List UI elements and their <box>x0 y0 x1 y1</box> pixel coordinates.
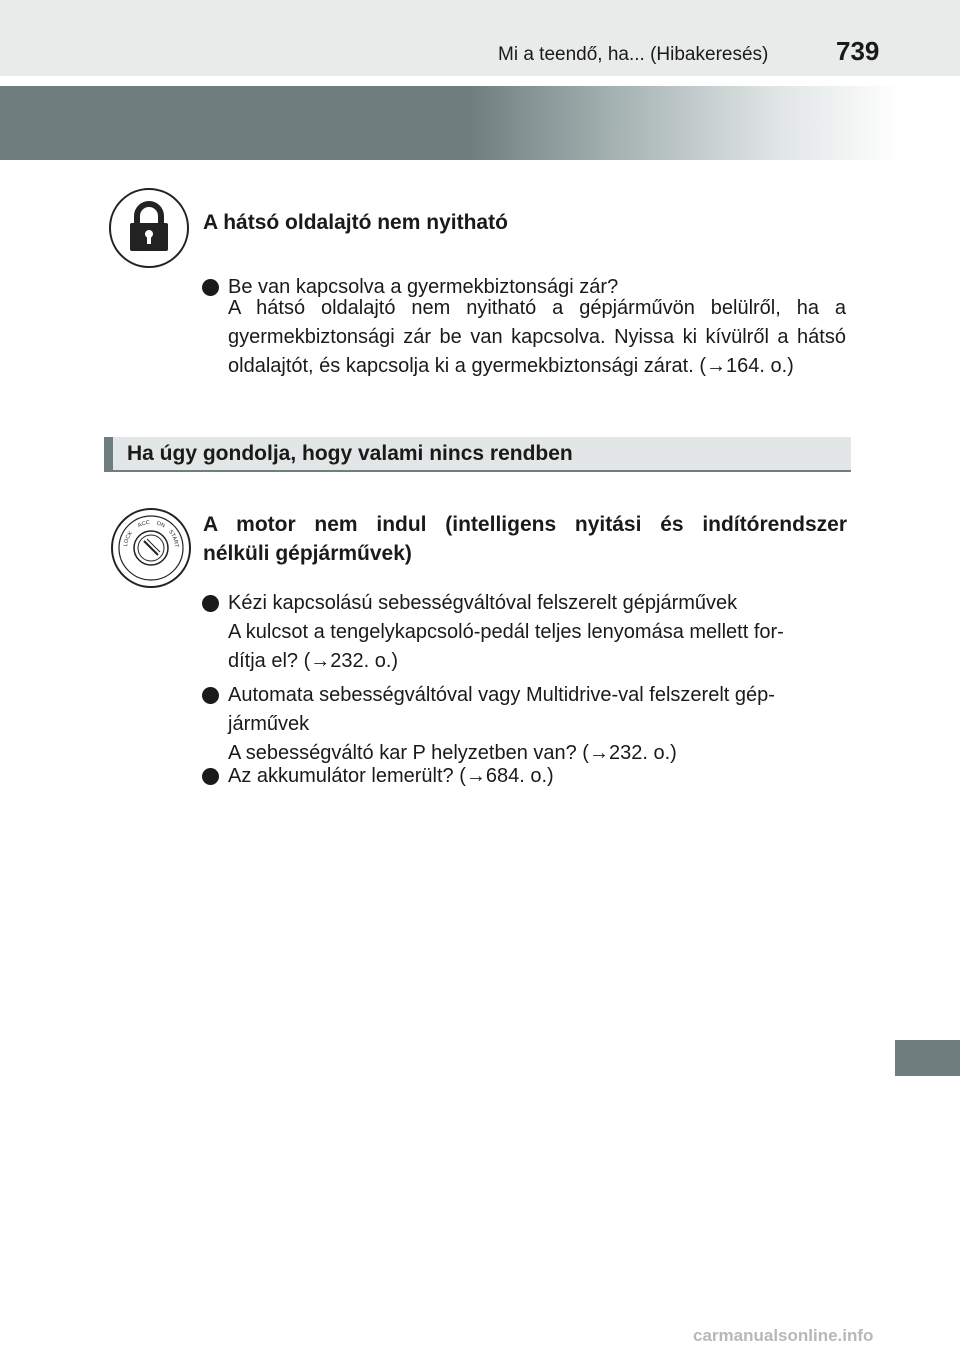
section1-body <box>228 294 846 381</box>
svg-text:ON <box>156 521 166 530</box>
chapter-tab <box>895 1040 960 1076</box>
ignition-switch-icon <box>111 508 191 588</box>
svg-text:ACC <box>137 520 150 529</box>
section2-heading-line2: nélküli gépjárművek) <box>203 542 412 565</box>
bullet-line: dítja el? (→232. o.) <box>228 650 399 672</box>
section1-ref: (→164. o.) <box>699 355 794 377</box>
bullet-line: Az akkumulátor lemerült? (→684. o.) <box>228 765 554 787</box>
lock-icon <box>109 188 189 268</box>
section1-body-text: A hátsó oldalajtó nem nyitható a gépjárművön belülről, ha a gyermekbiztonsági zár be van kapcsolva. Nyissa ki kívülről a hátsó oldalajtót, és kapcsolja ki a gyermekbiztonsági zárat. <box>228 297 846 377</box>
bullet-line: A sebességváltó kar P helyzetben van? (→232. o.) <box>228 742 677 764</box>
bullet-dot <box>202 595 219 612</box>
bullet-dot <box>202 687 219 704</box>
bullet-line: Automata sebességváltóval vagy Multidrive-val felszerelt gép- <box>228 684 775 706</box>
bullet-line: Kézi kapcsolású sebességváltóval felszerelt gépjárművek <box>228 592 738 614</box>
section-bar-title: Ha úgy gondolja, hogy valami nincs rendben <box>127 442 573 465</box>
svg-text:LOCK <box>123 530 134 547</box>
page-number: 739 <box>836 36 880 66</box>
section2-heading-line1: A motor nem indul (intelligens nyitási és indítórendszer <box>203 513 847 536</box>
ignition-label-lock: LOCK <box>123 530 135 547</box>
bullet-dot <box>202 279 219 296</box>
bullet-text: Be van kapcsolva a gyermekbiztonsági zár? <box>228 276 619 298</box>
ignition-label-on: ON <box>155 520 166 530</box>
bullet-line: A kulcsot a tengelykapcsoló-pedál teljes lenyomása mellett for- <box>228 621 784 643</box>
ignition-label-acc: ACC <box>137 519 151 530</box>
chapter-title: Mi a teendő, ha... (Hibakeresés) <box>498 44 769 65</box>
section1-heading: A hátsó oldalajtó nem nyitható <box>203 211 508 234</box>
footer-watermark: carmanualsonline.info <box>693 1326 874 1345</box>
bullet-line: járművek <box>228 713 310 735</box>
header-bar <box>0 0 960 76</box>
banner-stripe <box>0 86 900 160</box>
section-bar <box>104 437 851 472</box>
bullet-dot <box>202 768 219 785</box>
svg-text:START <box>167 529 179 548</box>
ignition-label-start: START <box>167 529 180 548</box>
